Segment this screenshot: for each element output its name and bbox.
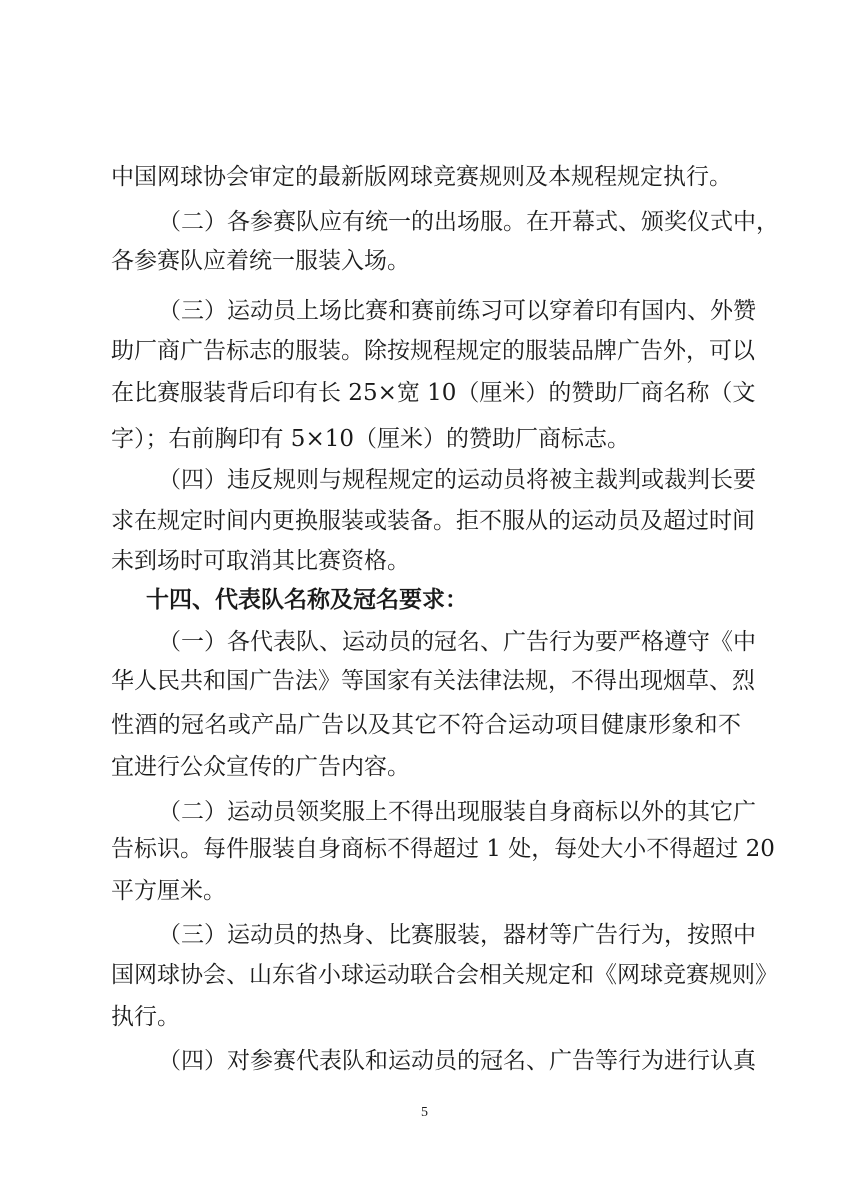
text-line: （四）对参赛代表队和运动员的冠名、广告等行为进行认真 bbox=[158, 1048, 756, 1074]
text-line: 告标识。每件服装自身商标不得超过 1 处，每处大小不得超过 20 bbox=[111, 836, 775, 862]
text-line: 在比赛服装背后印有长 25×宽 10（厘米）的赞助厂商名称（文 bbox=[111, 380, 756, 406]
section-heading: 十四、代表队名称及冠名要求： bbox=[146, 586, 468, 613]
text-line: 未到场时可取消其比赛资格。 bbox=[111, 548, 410, 574]
text-line: 求在规定时间内更换服装或装备。拒不服从的运动员及超过时间 bbox=[111, 508, 755, 534]
text-line: 性酒的冠名或产品广告以及其它不符合运动项目健康形象和不 bbox=[111, 712, 741, 738]
text-line: （四）违反规则与规程规定的运动员将被主裁判或裁判长要 bbox=[158, 467, 756, 493]
text-line: 宜进行公众宣传的广告内容。 bbox=[111, 754, 410, 780]
text-line: （一）各代表队、运动员的冠名、广告行为要严格遵守《中 bbox=[158, 629, 756, 655]
text-line: （二）运动员领奖服上不得出现服装自身商标以外的其它广 bbox=[158, 799, 756, 825]
page-number: 5 bbox=[421, 1105, 428, 1120]
text-line: 中国网球协会审定的最新版网球竞赛规则及本规程规定执行。 bbox=[111, 164, 732, 190]
text-line: 国网球协会、山东省小球运动联合会相关规定和《网球竞赛规则》 bbox=[111, 962, 778, 988]
text-line: 华人民共和国广告法》等国家有关法律法规，不得出现烟草、烈 bbox=[111, 668, 755, 694]
text-line: （二）各参赛队应有统一的出场服。在开幕式、颁奖仪式中， bbox=[158, 209, 779, 235]
text-line: 助厂商广告标志的服装。除按规程规定的服装品牌广告外，可以 bbox=[111, 338, 755, 364]
text-line: 执行。 bbox=[111, 1004, 180, 1030]
text-line: 平方厘米。 bbox=[111, 878, 226, 904]
text-line: 各参赛队应着统一服装入场。 bbox=[111, 248, 410, 274]
text-line: （三）运动员的热身、比赛服装，器材等广告行为，按照中 bbox=[158, 922, 756, 948]
text-line: （三）运动员上场比赛和赛前练习可以穿着印有国内、外赞 bbox=[158, 298, 756, 324]
text-line: 字）；右前胸印有 5×10（厘米）的赞助厂商标志。 bbox=[111, 426, 630, 452]
